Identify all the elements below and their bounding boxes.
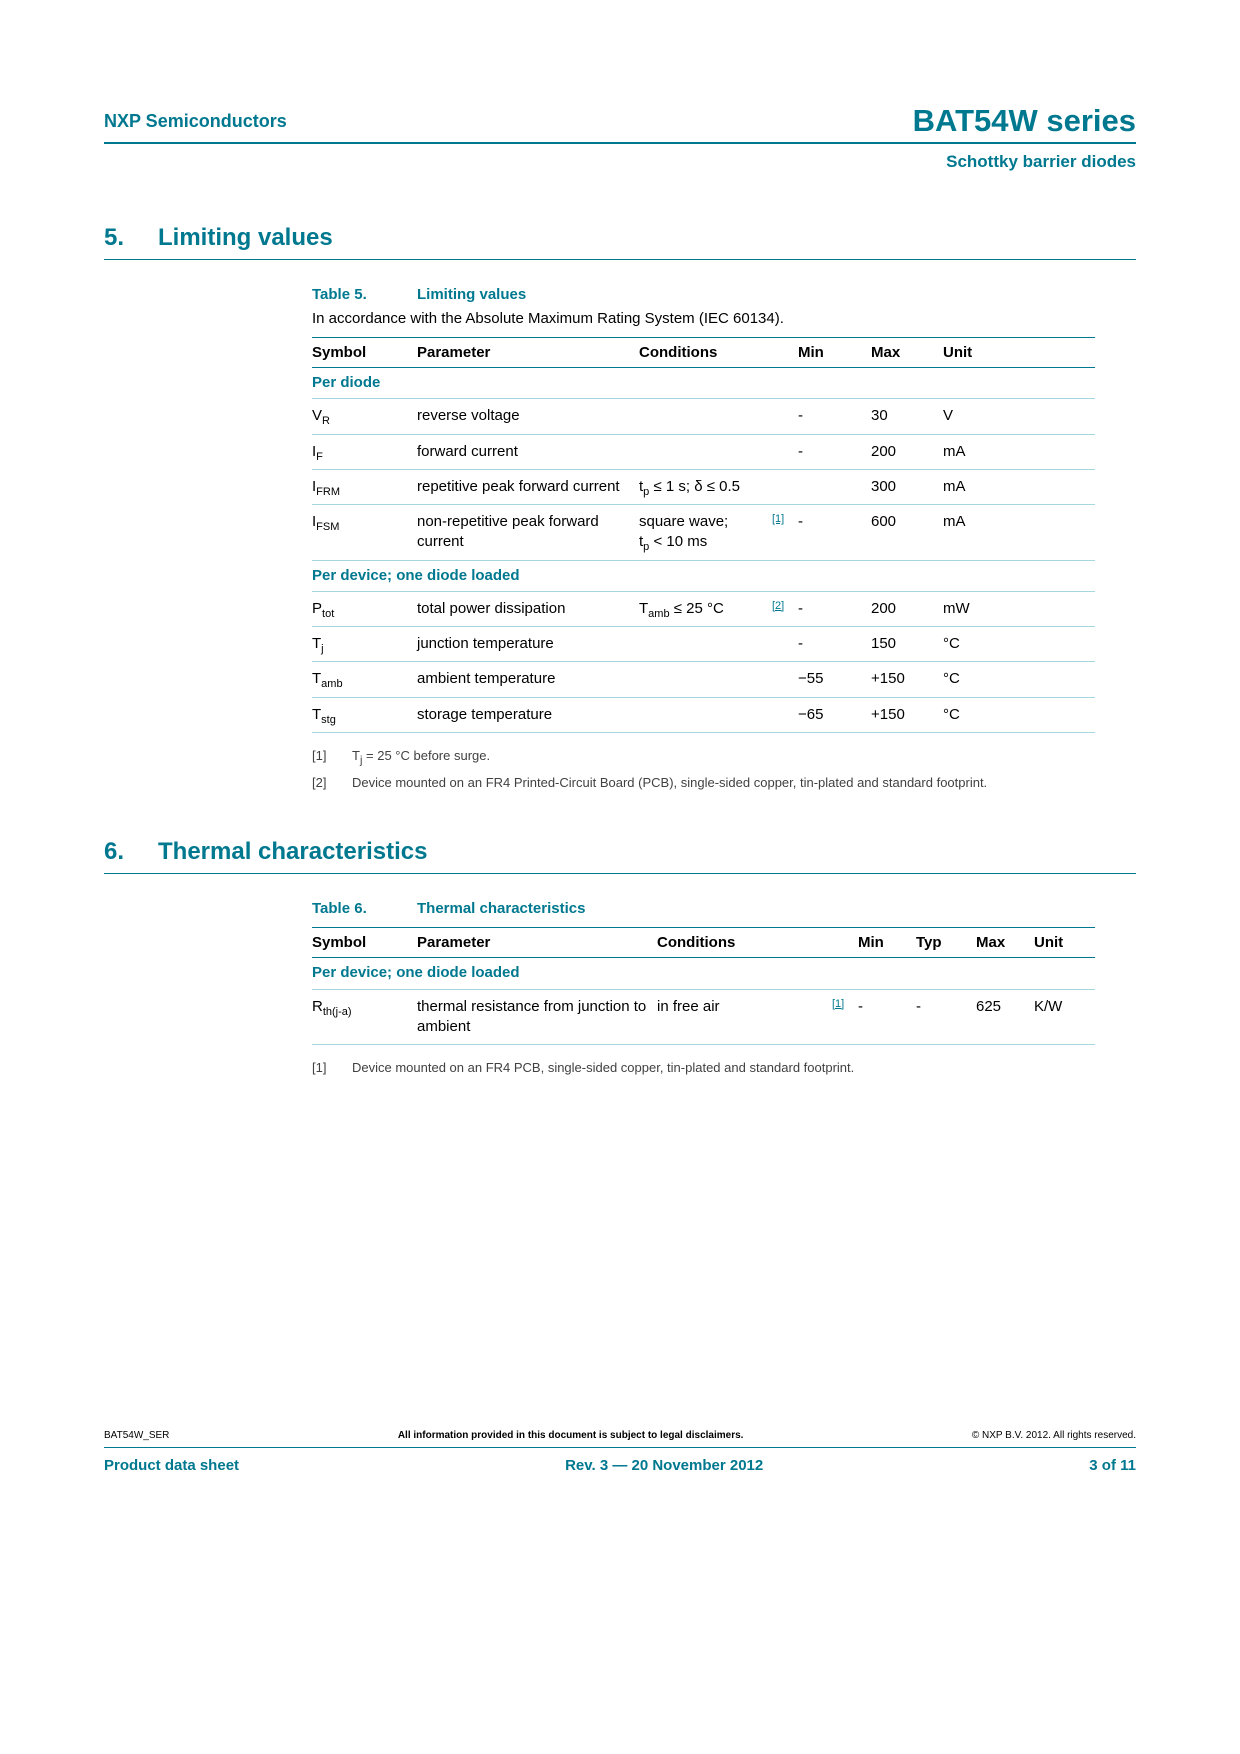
page-footer [104, 1430, 1136, 1474]
footnote-marker: [2] [312, 774, 327, 790]
table5-note: In accordance with the Absolute Maximum Rating System (IEC 60134). [312, 310, 784, 327]
footer-doc-type: Product data sheet [104, 1457, 240, 1474]
table-row [312, 505, 1095, 561]
col-conditions: Conditions [657, 928, 832, 958]
caption-title: Thermal characteristics [417, 900, 586, 918]
footnote-text: $T_j = 25$ °C before surge. [352, 747, 491, 767]
unit-cell: mA [943, 434, 1095, 469]
symbol-cell: $V_R$ [312, 399, 417, 434]
table-header-row [312, 338, 1095, 368]
min-cell: −55 [798, 662, 871, 697]
col-ref [772, 338, 798, 368]
table-header-row [312, 928, 1095, 958]
col-symbol: Symbol [312, 338, 417, 368]
col-conditions: Conditions [639, 338, 772, 368]
group-row-per-diode [312, 368, 1095, 399]
group-row-per-device [312, 958, 1095, 989]
table5-footnotes [312, 747, 1136, 793]
footnote-ref-cell [832, 989, 858, 1045]
max-cell: 600 [871, 505, 943, 561]
unit-cell: K/W [1034, 989, 1095, 1045]
max-cell: +150 [871, 697, 943, 732]
col-min: Min [858, 928, 916, 958]
conditions-cell [639, 434, 772, 469]
footnote-text: Device mounted on an FR4 Printed-Circuit Board (PCB), single-sided copper, tin-plated and standard footprint. [352, 774, 988, 790]
table-row [312, 591, 1095, 626]
min-cell: −65 [798, 697, 871, 732]
footer-disclaimer: All information provided in this document is subject to legal disclaimers. [397, 1430, 744, 1441]
footnote-ref-link[interactable]: [1] [832, 997, 845, 1010]
parameter-cell: forward current [417, 434, 639, 469]
footnote-ref-cell [772, 662, 798, 697]
min-cell: - [798, 591, 871, 626]
limiting-values-table [312, 337, 1095, 733]
col-min: Min [798, 338, 871, 368]
conditions-cell: $t_p \le 1$ s; δ ≤ 0.5 [639, 469, 772, 504]
table6-footnotes [312, 1059, 1136, 1078]
parameter-cell: storage temperature [417, 697, 639, 732]
group-label: Per device; one diode loaded [312, 958, 1095, 989]
parameter-cell: total power dissipation [417, 591, 639, 626]
conditions-cell: $T_{amb} \le 25$ °C [639, 591, 772, 626]
table6-caption [312, 900, 1136, 917]
section-rule [104, 259, 1136, 260]
col-unit: Unit [1034, 928, 1095, 958]
footnote-ref-cell [772, 434, 798, 469]
parameter-cell: ambient temperature [417, 662, 639, 697]
section-heading-limiting-values [104, 224, 1136, 252]
footnote-ref-cell [772, 591, 798, 626]
caption-label: Table 5. [312, 286, 367, 303]
header-rule [104, 142, 1136, 144]
section-title: Limiting values [158, 224, 333, 251]
group-label: Per diode [312, 368, 1095, 399]
symbol-cell: $I_{FRM}$ [312, 469, 417, 504]
section-number: 6. [104, 838, 125, 866]
col-ref [832, 928, 858, 958]
footnote-ref-cell [772, 627, 798, 662]
min-cell: - [858, 989, 916, 1045]
footnote-marker: [1] [312, 1060, 327, 1076]
col-max: Max [871, 338, 943, 368]
col-typ: Typ [916, 928, 976, 958]
footnote-ref-link[interactable]: [1] [772, 513, 785, 525]
max-cell: 200 [871, 591, 943, 626]
table5-caption [312, 286, 1136, 303]
table-row [312, 662, 1095, 697]
min-cell [798, 469, 871, 504]
min-cell: - [798, 505, 871, 561]
unit-cell: °C [943, 662, 1095, 697]
parameter-cell: junction temperature [417, 627, 639, 662]
symbol-cell: $T_{stg}$ [312, 697, 417, 732]
conditions-cell [639, 662, 772, 697]
unit-cell: mA [943, 505, 1095, 561]
parameter-cell: thermal resistance from junction to ambient [417, 989, 657, 1045]
footnote-item [312, 1059, 1136, 1078]
min-cell: - [798, 399, 871, 434]
footer-revision: Rev. 3 — 20 November 2012 [565, 1457, 764, 1474]
footnote-item [312, 774, 1136, 793]
unit-cell: °C [943, 627, 1095, 662]
parameter-cell: repetitive peak forward current [417, 469, 639, 504]
conditions-cell [639, 627, 772, 662]
section-rule [104, 873, 1136, 874]
max-cell: +150 [871, 662, 943, 697]
caption-label: Table 6. [312, 900, 367, 918]
table-row [312, 469, 1095, 504]
table-row [312, 697, 1095, 732]
max-cell: 150 [871, 627, 943, 662]
max-cell: 625 [976, 989, 1034, 1045]
product-title: BAT54W series [912, 103, 1136, 138]
col-parameter: Parameter [417, 338, 639, 368]
conditions-cell [639, 399, 772, 434]
conditions-cell: in free air [657, 989, 832, 1045]
max-cell: 30 [871, 399, 943, 434]
group-row-per-device [312, 560, 1095, 591]
col-symbol: Symbol [312, 928, 417, 958]
section-title: Thermal characteristics [158, 838, 428, 866]
symbol-cell: $T_{amb}$ [312, 662, 417, 697]
footnote-ref-cell [772, 469, 798, 504]
footer-rule [104, 1447, 1136, 1448]
footer-meta-row [104, 1430, 1136, 1441]
table-row [312, 989, 1095, 1045]
unit-cell: mW [943, 591, 1095, 626]
footer-page-number: 3 of 11 [1089, 1457, 1136, 1474]
section-heading-thermal [104, 838, 1136, 866]
unit-cell: V [943, 399, 1095, 434]
footnote-text: Device mounted on an FR4 PCB, single-sided copper, tin-plated and standard footprint. [352, 1060, 855, 1076]
footnote-item [312, 747, 1136, 766]
footer-copyright: © NXP B.V. 2012. All rights reserved. [971, 1430, 1136, 1441]
page-header [104, 105, 1136, 136]
symbol-cell: $T_j$ [312, 627, 417, 662]
group-label: Per device; one diode loaded [312, 560, 1095, 591]
unit-cell: mA [943, 469, 1095, 504]
table-row [312, 434, 1095, 469]
symbol-cell: $I_{FSM}$ [312, 505, 417, 561]
footnote-ref-cell [772, 505, 798, 561]
conditions-cell: square wave; $t_p < 10$ ms [639, 505, 772, 561]
footnote-ref-link[interactable]: [2] [772, 599, 785, 612]
conditions-cell [639, 697, 772, 732]
col-max: Max [976, 928, 1034, 958]
parameter-cell: reverse voltage [417, 399, 639, 434]
max-cell: 300 [871, 469, 943, 504]
max-cell: 200 [871, 434, 943, 469]
parameter-cell: non-repetitive peak forward current [417, 505, 639, 561]
min-cell: - [798, 434, 871, 469]
min-cell: - [798, 627, 871, 662]
footer-doc-id: BAT54W_SER [104, 1430, 170, 1441]
thermal-characteristics-table [312, 927, 1095, 1045]
footer-info-row [104, 1457, 1136, 1474]
footnote-ref-cell [772, 697, 798, 732]
col-parameter: Parameter [417, 928, 657, 958]
unit-cell: °C [943, 697, 1095, 732]
symbol-cell: $R_{th(j-a)}$ [312, 989, 417, 1045]
symbol-cell: $P_{tot}$ [312, 591, 417, 626]
product-subtitle: Schottky barrier diodes [946, 152, 1136, 171]
section-number: 5. [104, 224, 125, 251]
table-row [312, 627, 1095, 662]
symbol-cell: $I_F$ [312, 434, 417, 469]
typ-cell: - [916, 989, 976, 1045]
caption-title: Limiting values [417, 286, 527, 303]
footnote-marker: [1] [312, 747, 327, 763]
vendor-name: NXP Semiconductors [104, 111, 287, 131]
col-unit: Unit [943, 338, 1095, 368]
footnote-ref-cell [772, 399, 798, 434]
table-row [312, 399, 1095, 434]
